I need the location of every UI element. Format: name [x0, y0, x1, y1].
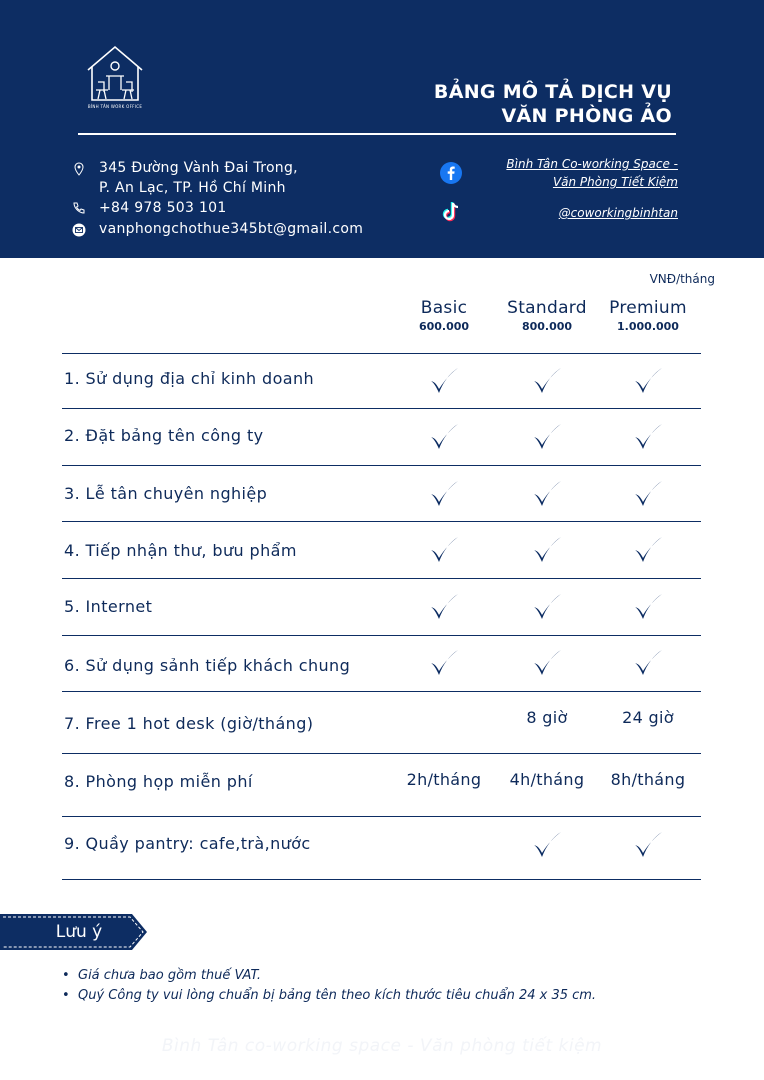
- feature-row-2: 2. Đặt bảng tên công ty: [64, 426, 264, 445]
- plan-standard: [492, 298, 602, 333]
- check-icon: [427, 477, 461, 511]
- check-icon: [530, 533, 564, 567]
- table-divider: [62, 879, 701, 880]
- check-icon: [631, 646, 665, 680]
- footer-watermark: Bình Tân co-working space - Văn phòng tiết kiệm: [161, 1036, 603, 1056]
- feature-row-6: 6. Sử dụng sảnh tiếp khách chung: [64, 656, 351, 675]
- table-divider: [62, 753, 701, 754]
- feature-row-7: 7. Free 1 hot desk (giờ/tháng): [64, 714, 314, 733]
- phone-number[interactable]: +84 978 503 101: [99, 200, 227, 216]
- address-line-1: 345 Đường Vành Đai Trong,: [99, 160, 298, 176]
- plan-price: 600.000: [418, 320, 470, 333]
- plan-price: 800.000: [521, 320, 573, 333]
- note-label: Lưu ý: [55, 922, 103, 942]
- check-icon: [631, 364, 665, 398]
- check-icon: [530, 590, 564, 624]
- tiktok-icon[interactable]: [440, 200, 462, 224]
- plan-name: Premium: [609, 298, 687, 318]
- table-cell-value: 24 giờ: [622, 708, 674, 727]
- address-line-2: P. An Lạc, TP. Hồ Chí Minh: [99, 180, 286, 196]
- table-cell-value: 8 giờ: [526, 708, 568, 727]
- table-divider: [62, 521, 701, 522]
- feature-row-9: 9. Quầy pantry: cafe,trà,nước: [64, 834, 311, 853]
- table-divider: [62, 635, 701, 636]
- tiktok-link[interactable]: @coworkingbinhtan: [558, 206, 678, 220]
- feature-row-1: 1. Sử dụng địa chỉ kinh doanh: [64, 369, 315, 388]
- location-pin-icon: [72, 162, 86, 176]
- table-cell-value: 4h/tháng: [509, 770, 585, 789]
- note-item: • Quý Công ty vui lòng chuẩn bị bảng tên theo kích thước tiêu chuẩn 24 x 35 cm.: [60, 986, 596, 1006]
- building-logo-icon: [84, 44, 146, 108]
- logo-caption: BÌNH TÂN WORK OFFICE: [87, 104, 143, 109]
- check-icon: [427, 646, 461, 680]
- feature-row-4: 4. Tiếp nhận thư, bưu phẩm: [64, 541, 297, 560]
- facebook-line-1[interactable]: Bình Tân Co-working Space -: [506, 157, 678, 171]
- table-divider: [62, 691, 701, 692]
- check-icon: [427, 420, 461, 454]
- price-unit: VNĐ/tháng: [649, 272, 715, 286]
- check-icon: [631, 533, 665, 567]
- page-title: [434, 80, 672, 128]
- check-icon: [530, 364, 564, 398]
- feature-row-3: 3. Lễ tân chuyên nghiệp: [64, 484, 268, 503]
- title-line-1: BẢNG MÔ TẢ DỊCH VỤ: [433, 81, 672, 103]
- check-icon: [427, 364, 461, 398]
- facebook-icon[interactable]: [440, 162, 462, 184]
- table-cell-value: 2h/tháng: [406, 770, 482, 789]
- note-item: • Giá chưa bao gồm thuế VAT.: [60, 966, 596, 986]
- table-divider: [62, 408, 701, 409]
- feature-row-8: 8. Phòng họp miễn phí: [64, 772, 253, 791]
- check-icon: [631, 828, 665, 862]
- check-icon: [530, 420, 564, 454]
- phone-icon: [72, 201, 86, 215]
- plan-basic: [389, 298, 499, 333]
- plan-premium: [593, 298, 703, 333]
- feature-row-5: 5. Internet: [64, 597, 153, 616]
- check-icon: [530, 646, 564, 680]
- plan-price: 1.000.000: [617, 320, 679, 333]
- notes-list: [60, 966, 596, 1006]
- check-icon: [427, 533, 461, 567]
- header-divider: [78, 133, 676, 135]
- table-divider: [62, 816, 701, 817]
- check-icon: [530, 828, 564, 862]
- header-banner: [0, 0, 764, 258]
- table-divider: [62, 578, 701, 579]
- email-icon: [72, 223, 86, 237]
- plan-name: Standard: [507, 298, 587, 318]
- check-icon: [427, 590, 461, 624]
- facebook-link[interactable]: [506, 155, 678, 191]
- title-line-2: VĂN PHÒNG ẢO: [501, 105, 672, 127]
- table-divider: [62, 465, 701, 466]
- facebook-line-2[interactable]: Văn Phòng Tiết Kiệm: [552, 175, 678, 189]
- check-icon: [631, 477, 665, 511]
- check-icon: [530, 477, 564, 511]
- table-divider: [62, 353, 701, 354]
- table-cell-value: 8h/tháng: [610, 770, 686, 789]
- email-address[interactable]: vanphongchothue345bt@gmail.com: [99, 221, 364, 237]
- check-icon: [631, 590, 665, 624]
- check-icon: [631, 420, 665, 454]
- plan-name: Basic: [420, 298, 468, 318]
